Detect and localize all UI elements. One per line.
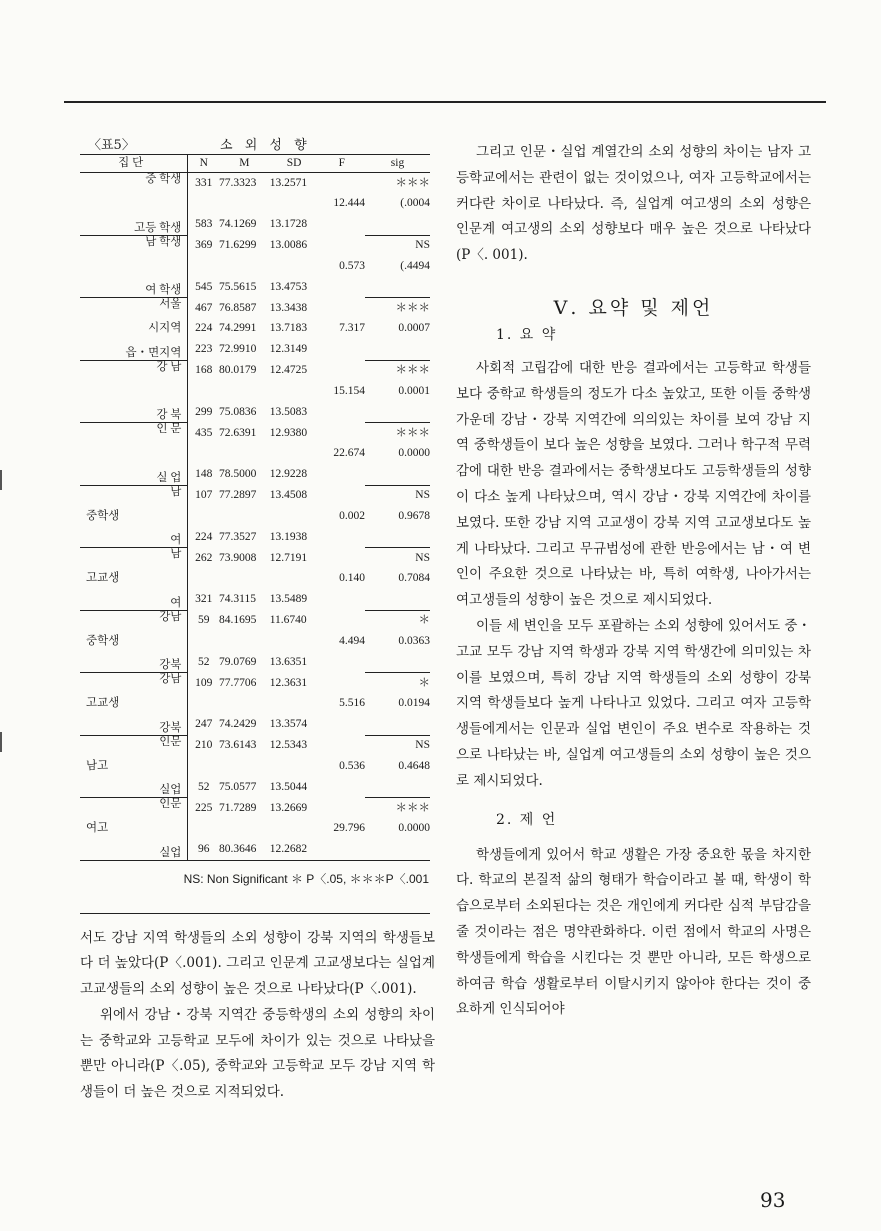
header-n: N [188,155,219,173]
cell-sig: ＊＊＊ [365,798,430,819]
cell-sig: NS [365,735,430,756]
cell-n: 148 [195,468,213,480]
cell-m: 77.7706 [219,676,257,689]
cell-group: 여 학생 [80,277,188,298]
cell-sig [365,277,430,298]
cell-m [219,256,270,277]
cell-m: 77.3323 [219,176,257,189]
cell-n: 107 [195,489,213,501]
cell-sig: (.0004 [400,197,430,210]
cell-f [319,735,366,756]
cell-group: 실 업 [80,464,188,485]
cell-n: 321 [195,593,213,605]
cell-group: 읍・면지역 [80,339,188,360]
cell-n: 435 [195,426,213,439]
cell-m: 74.2991 [219,322,257,335]
cell-group: 고교생 [80,569,188,590]
cell-m: 77.2897 [219,489,257,501]
cell-sig: 0.7084 [398,572,430,585]
table-row [80,631,430,652]
paragraph: 위에서 강남・강북 지역간 중등학생의 소외 성향의 차이는 중학교와 고등학교 모두에 차이가 있는 것으로 나타났을 뿐만 아니라(P〈.05), 중학교와 고등학교 모두 강남 지역 학생들이 더 높은 것으로 지적되었다. [80,1006,435,1101]
cell-m: 73.9008 [219,551,257,564]
cell-group [80,256,188,277]
paragraph: 사회적 고립감에 대한 반응 결과에서는 고등학교 학생들보다 중학교 학생들의 정도가 다소 높았고, 또한 이들 중학생 가운데 강남・강북 지역간에 의의있는 차이를 보여 강남 지역 중학생들이 보다 높은 성향을 보였다. 그러나 학구적 무력감에 대한 반응 결과에서는 중학생보다도 고등학생들의 성향이 다소 높게 나타났으며, 역시 강남・강북 지역간에 차이를 보였다. 또한 강남 지역 고교생이 강북 지역 고교생보다도 높게 나타났다. 그리고 무규범성에 관한 반응에서는 남・여 변인이 주요한 것으로 나타났는 바, 특히 여학생, 나아가서는 여고생들의 성향이 높은 것으로 제시되었다. [456,359,811,609]
left-column [80,132,435,1106]
cell-sig: ＊ [365,610,430,631]
cell-n: 168 [195,364,213,376]
header-f: F [319,155,366,173]
cell-sd: 13.3574 [269,718,308,730]
table-row [80,819,430,840]
cell-n [188,506,219,527]
cell-sig [365,402,430,423]
cell-f [319,173,366,194]
cell-n: 225 [195,801,213,814]
margin-mark [0,470,2,490]
cell-f [319,527,366,548]
cell-f: 0.140 [339,572,366,585]
page-number: 93 [760,1188,786,1212]
subsection-heading: 1. 요 약 [496,326,558,343]
header-m: M [219,155,270,173]
cell-m: 73.6143 [219,739,257,751]
table-row [80,444,430,465]
cell-n: 299 [195,405,213,418]
divider [80,913,430,914]
cell-group [80,194,188,215]
cell-f [319,589,366,610]
table-row [80,277,430,298]
cell-group: 여고 [80,819,188,840]
cell-m: 80.3646 [219,839,270,860]
left-body-text [80,926,435,1107]
cell-sig [365,464,430,485]
cell-n: 545 [195,280,213,293]
cell-n [188,194,219,215]
table-row [80,777,430,798]
cell-n: 467 [195,301,213,314]
table-number: 〈표5〉 [88,138,135,153]
cell-sig [365,589,430,610]
cell-m [219,506,270,527]
table-row [80,194,430,215]
cell-f: 12.444 [333,197,366,210]
cell-f [319,339,366,360]
cell-sd: 12.5343 [269,739,308,751]
cell-m: 74.1269 [219,218,257,230]
cell-group: 중 학생 [80,173,188,194]
cell-sd: 12.9228 [269,468,308,480]
table-row [80,214,430,235]
cell-n: 210 [195,739,213,751]
cell-group: 인 문 [80,423,188,444]
table-row [80,173,430,194]
cell-sig [365,777,430,798]
cell-sig: NS [365,548,430,569]
section-heading: Ⅴ. 요약 및 제언 [553,296,714,319]
cell-m: 77.3527 [219,530,257,543]
cell-m: 76.8587 [219,301,257,314]
table-row [80,506,430,527]
cell-sig: NS [365,235,430,256]
cell-f: 0.002 [339,509,366,522]
table-row [80,527,430,548]
cell-sd: 12.9380 [269,426,308,439]
cell-sig [365,527,430,548]
cell-group [80,381,188,402]
cell-m [219,569,270,590]
cell-sd: 13.6351 [269,655,308,668]
cell-f: 4.494 [339,634,366,647]
cell-sig: ＊ [365,673,430,694]
cell-f [319,485,366,506]
cell-f [319,777,366,798]
cell-sd [270,631,319,652]
cell-sig: 0.9678 [398,509,430,522]
cell-sd: 12.2682 [270,839,319,860]
cell-f [319,610,366,631]
cell-group: 남 [80,548,188,569]
cell-f: 5.516 [339,697,366,710]
cell-f [319,673,366,694]
paragraph: 학생들에게 있어서 학교 생활은 가장 중요한 몫을 차지한다. 학교의 본질적 삶의 형태가 학습이라고 볼 때, 학생이 학습으로부터 소외된다는 것은 개인에게 커다란 심적 부담감을 줄 것이라는 점은 명약관화하다. 이런 점에서 학교의 사명은 학생들에게 학습을 시킨다는 것 뿐만 아니라, 모든 학생으로 하여금 학습 생활로부터 이탈시키지 않아야 한다는 것이 중요하게 인식되어야 [456,846,811,1018]
cell-m: 72.9910 [219,343,257,355]
cell-n: 96 [188,839,219,860]
cell-sig [365,339,430,360]
cell-f [319,214,366,235]
table-row [80,673,430,694]
cell-group: 인문 [80,798,188,819]
cell-f [319,423,366,444]
cell-m: 75.0577 [219,780,257,793]
cell-sig: 0.4648 [398,759,430,772]
header-sig: sig [365,155,430,173]
cell-sd [270,756,319,777]
cell-group: 강북 [80,652,188,673]
subsection-heading: 2. 제 언 [496,811,558,828]
cell-n [188,569,219,590]
cell-group: 강 북 [80,402,188,423]
cell-sd [270,444,319,465]
table-row [80,339,430,360]
table-row [80,694,430,715]
cell-m: 75.5615 [219,280,257,293]
table-row [80,464,430,485]
cell-m: 84.1695 [219,614,257,626]
cell-m [219,444,270,465]
cell-n [188,381,219,402]
cell-n: 331 [195,176,213,189]
cell-n [188,631,219,652]
cell-sd: 13.5044 [269,780,308,793]
cell-f: 29.796 [333,822,366,835]
cell-group: 남 학생 [80,235,188,256]
cell-group: 시지역 [80,319,188,340]
cell-group: 강북 [80,714,188,735]
cell-n [188,819,219,840]
cell-f [319,464,366,485]
table-row [80,402,430,423]
cell-n [188,256,219,277]
table-row [80,589,430,610]
cell-f: 0.536 [339,759,366,772]
cell-sig: ＊＊＊ [365,298,430,319]
cell-f [319,714,366,735]
right-column [456,140,811,1023]
margin-mark [0,732,2,752]
cell-m: 74.3115 [219,593,256,605]
table-row [80,569,430,590]
cell-sig [365,652,430,673]
cell-n: 52 [197,655,210,668]
stats-table [80,154,430,861]
cell-sd: 12.4725 [269,364,308,376]
table-row [80,381,430,402]
cell-m: 74.2429 [219,718,257,730]
cell-f [319,652,366,673]
cell-f: 22.674 [333,447,366,460]
cell-sig: 0.0363 [398,634,430,647]
cell-f: 15.154 [333,384,366,397]
cell-m [219,819,270,840]
cell-m [219,381,270,402]
table-row [80,423,430,444]
cell-sig: NS [365,485,430,506]
table-row [80,256,430,277]
cell-group: 중학생 [80,631,188,652]
table-note: NS: Non Significant ＊ P〈.05, ＊＊＊P〈.001 [183,871,429,886]
cell-n: 224 [195,530,213,543]
cell-n: 262 [195,551,213,564]
cell-f [319,360,366,381]
cell-group: 고교생 [80,694,188,715]
table-row [80,652,430,673]
table-caption [80,132,435,154]
cell-m: 78.5000 [219,468,257,480]
cell-sd [270,194,319,215]
cell-sig [365,839,430,860]
cell-sig [365,214,430,235]
cell-f: 7.317 [339,322,366,335]
table-row [80,235,430,256]
cell-sig: 0.0000 [398,822,430,835]
cell-group: 강남 [80,673,188,694]
cell-m [219,194,270,215]
cell-m: 79.0769 [219,655,257,668]
header-sd: SD [270,155,319,173]
cell-n: 224 [195,322,213,335]
cell-group [80,444,188,465]
cell-sig: 0.0000 [398,447,430,460]
header-group: 집 단 [80,155,188,173]
cell-sd: 13.1938 [269,530,308,543]
cell-group: 남 [80,485,188,506]
cell-sig: 0.0007 [398,322,430,335]
cell-f [319,402,366,423]
cell-f [319,298,366,319]
cell-m: 71.6299 [219,239,257,251]
cell-group: 실업 [80,839,188,860]
table-row [80,319,430,340]
cell-f [319,235,366,256]
cell-sd [270,256,319,277]
cell-sd: 13.2571 [269,176,308,189]
cell-sig: (.4494 [400,259,430,272]
cell-sd: 12.7191 [269,551,308,564]
cell-sd: 12.3149 [269,343,308,355]
cell-sd [270,819,319,840]
cell-n: 59 [197,614,210,626]
cell-sd: 13.0086 [269,239,308,251]
table-row [80,360,430,381]
cell-sd: 11.6740 [269,614,307,626]
paragraph: 서도 강남 지역 학생들의 소외 성향이 강북 지역의 학생들보다 더 높았다(P〈.001). 그리고 인문계 고교생보다는 실업계 고교생들의 소외 성향이 높은 것으로 나타났다(P〈.001). [80,929,435,998]
cell-group: 강 남 [80,360,188,381]
cell-sd: 13.2669 [269,801,308,814]
cell-f [319,548,366,569]
cell-sd: 13.4508 [269,489,308,501]
cell-f [319,798,366,819]
cell-group: 여 [80,589,188,610]
cell-sd: 12.3631 [269,676,308,689]
table-header-row [80,155,430,173]
cell-sd: 13.5489 [269,593,308,605]
cell-n: 247 [195,718,213,730]
cell-n: 369 [195,239,213,251]
cell-m: 72.6391 [219,426,257,439]
cell-group: 중학생 [80,506,188,527]
table-row [80,714,430,735]
cell-f [319,277,366,298]
cell-m: 71.7289 [219,801,257,814]
cell-sd [270,506,319,527]
cell-sd [270,694,319,715]
table-body [80,173,430,861]
table-row [80,548,430,569]
cell-sd [270,569,319,590]
cell-n [188,694,219,715]
cell-group: 실업 [80,777,188,798]
cell-group: 서울 [80,298,188,319]
table-row [80,735,430,756]
cell-m: 80.0179 [219,364,257,376]
cell-group: 남고 [80,756,188,777]
cell-sd: 13.3438 [269,301,308,314]
cell-sd: 13.7183 [269,322,308,335]
cell-sd: 13.4753 [269,280,308,293]
cell-m [219,631,270,652]
table-row [80,485,430,506]
cell-sig [365,714,430,735]
cell-f: 0.573 [339,259,366,272]
cell-sig: 0.0194 [398,697,430,710]
table-row [80,756,430,777]
table-title: 소 외 성 향 [220,138,311,153]
cell-group: 여 [80,527,188,548]
cell-m [219,694,270,715]
cell-sd [270,381,319,402]
cell-m [219,756,270,777]
table-row [80,610,430,631]
top-rule [64,101,826,103]
table-row [80,298,430,319]
cell-n: 223 [195,343,213,355]
cell-group: 인문 [80,735,188,756]
cell-group: 강남 [80,610,188,631]
cell-sig: ＊＊＊ [365,423,430,444]
cell-sig: ＊＊＊ [365,360,430,381]
cell-n: 52 [197,780,210,793]
table-row [80,839,430,860]
cell-n: 583 [195,218,213,230]
paragraph: 이들 세 변인을 모두 포괄하는 소외 성향에 있어서도 중・고교 모두 강남 지역 학생과 강북 지역 학생간에 의미있는 차이를 보였으며, 특히 강남 지역 학생들의 소외 성향이 강북 지역 학생들보다 높게 나타나고 있었다. 그리고 여자 고등학생들에게서는 인문과 실업 변인이 주요 변수로 작용하는 것으로 나타났는 바, 실업계 여고생들의 소외 성향이 높은 것으로 제시되었다. [456,617,811,789]
table-row [80,798,430,819]
cell-m: 75.0836 [219,405,257,418]
cell-sig: ＊＊＊ [395,176,430,189]
cell-group: 고등 학생 [80,214,188,235]
cell-n [188,444,219,465]
cell-f [319,839,366,860]
cell-sd: 13.1728 [269,218,308,230]
cell-sd: 13.5083 [269,405,308,418]
cell-n: 109 [195,676,213,689]
cell-n [188,756,219,777]
intro-paragraph: 그리고 인문・실업 계열간의 소외 성향의 차이는 남자 고등학교에서는 관련이 없는 것이었으나, 여자 고등학교에서는 커다란 차이로 나타났다. 즉, 실업계 여고생의 소외 성향은 인문계 여고생의 소외 성향보다 매우 높은 것으로 나타났다(P〈. 001). [456,144,811,264]
cell-sig: 0.0001 [398,384,430,397]
